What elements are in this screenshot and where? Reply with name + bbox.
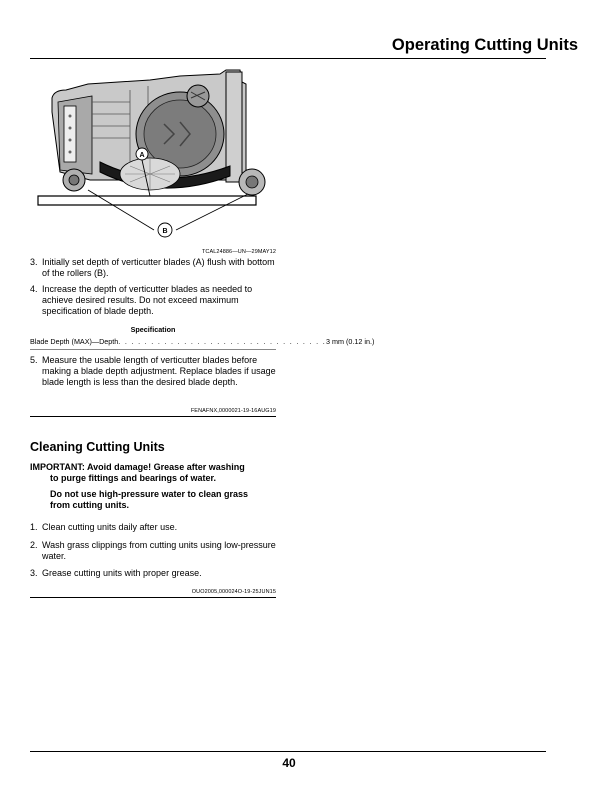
step-number: 5. <box>30 355 38 365</box>
spec-heading: Specification <box>130 325 176 334</box>
spec-row <box>30 337 375 346</box>
important-line: IMPORTANT: Avoid damage! Grease after washing <box>30 462 245 472</box>
step-number: 4. <box>30 284 38 294</box>
page-number: 40 <box>282 756 296 770</box>
list-item <box>30 257 278 281</box>
important-line: from cutting units. <box>50 500 129 510</box>
leader-dots: . . . . . . . . . . . . . . . . . . . . . . . . . . . . . . . . <box>118 337 327 346</box>
reference-code: OUO2005,000024O-19-25JUN15 <box>191 589 276 595</box>
step-text: Wash grass clippings from cutting units using low-pressure water. <box>42 540 276 561</box>
step-number: 2. <box>30 540 38 550</box>
list-item <box>30 568 278 580</box>
callout-b: B <box>162 228 168 235</box>
important-line: to purge fittings and bearings of water. <box>50 473 217 483</box>
list-item <box>30 284 278 320</box>
step-number: 3. <box>30 568 38 578</box>
step-text: Clean cutting units daily after use. <box>42 522 178 532</box>
page-title: Operating Cutting Units <box>391 36 578 54</box>
step-text: Grease cutting units with proper grease. <box>42 568 202 578</box>
reference-code: FENAFNX,0000021-19-16AUG19 <box>190 408 276 414</box>
section-rule <box>30 597 276 598</box>
step-number: 3. <box>30 257 38 267</box>
section-heading: Cleaning Cutting Units <box>30 440 165 454</box>
important-line: Do not use high-pressure water to clean grass <box>50 489 249 499</box>
important-notice <box>30 462 280 511</box>
footer-rule <box>30 751 546 752</box>
list-item <box>30 540 278 564</box>
figure-caption: TCAL24886—UN—29MAY12 <box>201 249 276 255</box>
spec-value: 3 mm (0.12 in.) <box>326 337 375 346</box>
step-text: Increase the depth of verticutter blades as needed to achieve desired results. Do not exceed maximum specification of blade depth. <box>42 284 253 316</box>
header-rule <box>30 58 546 59</box>
spec-label: Blade Depth (MAX)—Depth <box>30 337 119 346</box>
callout-a: A <box>139 152 145 159</box>
spec-rule <box>30 349 276 350</box>
cutting-unit-illustration <box>30 62 280 240</box>
step-text: Measure the usable length of verticutter blades before making a blade depth adjustment. Replace blades if usage blade length is less than the desired blade depth. <box>42 355 276 387</box>
list-item <box>30 522 278 534</box>
list-item <box>30 355 278 403</box>
step-number: 1. <box>30 522 38 532</box>
step-text: Initially set depth of verticutter blades (A) flush with bottom of the rollers (B). <box>42 257 275 278</box>
section-rule <box>30 416 276 417</box>
